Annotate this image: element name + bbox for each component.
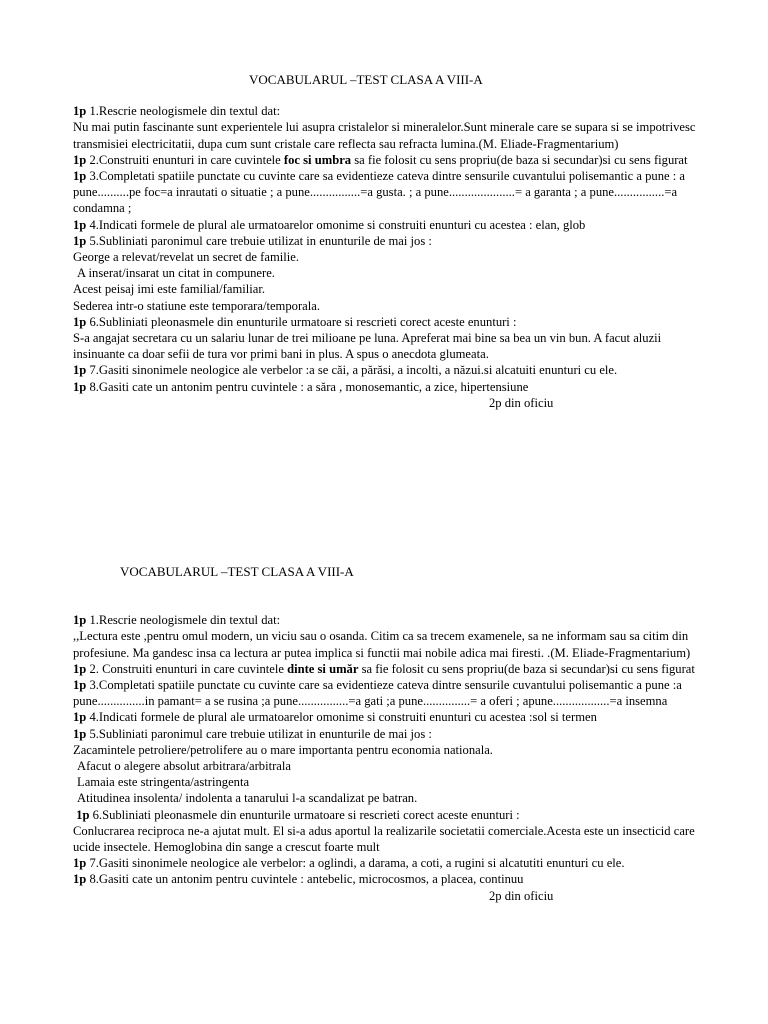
question-3 bbox=[73, 677, 698, 709]
question-6 bbox=[73, 314, 698, 330]
question-text: 6.Subliniati pleonasmele din enunturile urmatoare si rescrieti corect aceste enunturi : bbox=[92, 807, 520, 822]
points: 1p bbox=[73, 363, 87, 378]
oficiu-note: 2p din oficiu bbox=[489, 395, 554, 410]
question-text: 3.Completati spatiile punctate cu cuvinte care sa evidentieze cateva dintre sensurile cuvantului polisemantic a pune : a pune..........pe foc=a inrautati o situatie ; a pune................=a gusta. ; a pune.....................= a garanta ; a pune................=a condamna ; bbox=[73, 169, 685, 216]
sentence-line: Lamaia este stringenta/astringenta bbox=[77, 775, 250, 790]
question-text: 2. Construiti enunturi in care cuvintele bbox=[89, 661, 288, 676]
question-text-end: sa fie folosit cu sens propriu(de baza si secundar)si cu sens figurat bbox=[358, 661, 695, 676]
question-text: 4.Indicati formele de plural ale urmatoarelor omonime si construiti enunturi cu acestea :sol si termen bbox=[89, 710, 597, 725]
question-text: 7.Gasiti sinonimele neologice ale verbelor :a se căi, a părăsi, a incolti, a năzui.si alcatuiti enunturi cu ele. bbox=[89, 363, 618, 378]
oficiu-note: 2p din oficiu bbox=[489, 888, 554, 903]
question-text: 8.Gasiti cate un antonim pentru cuvintele : antebelic, microcosmos, a placea, continuu bbox=[89, 872, 524, 887]
points: 1p bbox=[73, 217, 87, 232]
source-text: S-a angajat secretara cu un salariu lunar de trei milioane pe luna. Apreferat mai bine sa bea un vin bun. A facut aluzii insinuante ca doar sefii de tura vor primi bani in plus. A spus o anecdota glumeata. bbox=[73, 331, 662, 362]
question-text: 5.Subliniati paronimul care trebuie utilizat in enunturile de mai jos : bbox=[89, 726, 432, 741]
question-text: 1.Rescrie neologismele din textul dat: bbox=[89, 613, 281, 628]
source-text: Nu mai putin fascinante sunt experientele lui asupra cristalelor si mineralelor.Sunt minerale care se supara si se impotrivesc transmisiei electricitatii, dupa cum sunt cristale care reflecta sau refracta lumina.(M. Eliade-Fragmentarium) bbox=[73, 120, 696, 151]
points: 1p bbox=[73, 233, 87, 248]
points: 1p bbox=[73, 169, 87, 184]
sentence-line: Sederea intr-o statiune este temporara/temporala. bbox=[73, 298, 320, 313]
points: 1p bbox=[73, 104, 87, 119]
question-7 bbox=[73, 362, 698, 378]
points: 1p bbox=[76, 807, 90, 822]
question-text: 2.Construiti enunturi in care cuvintele bbox=[89, 152, 284, 167]
question-text: 7.Gasiti sinonimele neologice ale verbelor: a oglindi, a darama, a coti, a rugini si alcatutiti enunturi cu ele. bbox=[89, 856, 625, 871]
sentence-line: Acest peisaj imi este familial/familiar. bbox=[73, 282, 265, 297]
sentence-line: Afacut o alegere absolut arbitrara/arbitrala bbox=[77, 759, 291, 774]
points: 1p bbox=[73, 726, 87, 741]
test-1 bbox=[73, 72, 698, 411]
keywords: dinte si umăr bbox=[287, 661, 359, 676]
sentence-line: A inserat/insarat un citat in compunere. bbox=[77, 266, 275, 281]
points: 1p bbox=[73, 613, 87, 628]
question-8 bbox=[73, 379, 698, 395]
source-text: Conlucrarea reciproca ne-a ajutat mult. El si-a adus aportul la realizarile societatii comerciale.Acesta este un insecticid care ucide insectele. Hemoglobina din sange a crescut foarte mult bbox=[73, 823, 695, 855]
test-title: VOCABULARUL –TEST CLASA A VIII-A bbox=[249, 72, 483, 87]
question-text: 3.Completati spatiile punctate cu cuvinte care sa evidentieze cateva dintre sensurile cuvantului polisemantic a pune :a pune...............in pamant= a se rusina ;a pune................=a gati ;a pune...............= a oferi ; apune..................=a insemna bbox=[73, 678, 682, 709]
sentence-line: George a relevat/revelat un secret de familie. bbox=[73, 250, 299, 265]
source-text: ,,Lectura este ,pentru omul modern, un viciu sau o osanda. Citim ca sa trecem examenele, sa ne informam sau sa citim din profesiune. Ma gandesc insa ca lectura ar putea implica si functii mai nobile adica mai firesti. .(M. Eliade-Fragmentarium) bbox=[73, 629, 691, 660]
points: 1p bbox=[73, 678, 87, 693]
test-2 bbox=[73, 564, 698, 904]
question-4 bbox=[73, 709, 698, 725]
points: 1p bbox=[73, 856, 87, 871]
question-6 bbox=[73, 807, 698, 823]
keywords: foc si umbra bbox=[283, 152, 352, 167]
question-3 bbox=[73, 168, 698, 217]
question-4 bbox=[73, 217, 698, 233]
question-text-end: sa fie folosit cu sens propriu(de baza si secundar)si cu sens figurat bbox=[351, 152, 688, 167]
question-7 bbox=[73, 855, 698, 871]
points: 1p bbox=[73, 314, 87, 329]
question-text: 4.Indicati formele de plural ale urmatoarelor omonime si construiti enunturi cu acestea : elan, glob bbox=[89, 217, 586, 232]
question-text: 5.Subliniati paronimul care trebuie utilizat in enunturile de mai jos : bbox=[89, 233, 432, 248]
points: 1p bbox=[73, 152, 87, 167]
question-5 bbox=[73, 233, 698, 249]
sentence-line: Atitudinea insolenta/ indolenta a tanarului l-a scandalizat pe batran. bbox=[77, 791, 418, 806]
question-text: 1.Rescrie neologismele din textul dat: bbox=[89, 104, 281, 119]
question-text: 6.Subliniati pleonasmele din enunturile urmatoare si rescrieti corect aceste enunturi : bbox=[89, 314, 517, 329]
test-title: VOCABULARUL –TEST CLASA A VIII-A bbox=[120, 564, 354, 579]
question-1 bbox=[73, 103, 698, 119]
question-2 bbox=[73, 661, 698, 677]
points: 1p bbox=[73, 710, 87, 725]
question-8 bbox=[73, 871, 698, 887]
sentence-line: Zacamintele petroliere/petrolifere au o mare importanta pentru economia nationala. bbox=[73, 742, 493, 757]
question-2 bbox=[73, 152, 698, 168]
question-1 bbox=[73, 612, 698, 628]
points: 1p bbox=[73, 379, 87, 394]
question-text: 8.Gasiti cate un antonim pentru cuvintele : a săra , monosemantic, a zice, hipertensiune bbox=[89, 379, 529, 394]
points: 1p bbox=[73, 872, 87, 887]
question-5 bbox=[73, 726, 698, 742]
points: 1p bbox=[73, 661, 87, 676]
